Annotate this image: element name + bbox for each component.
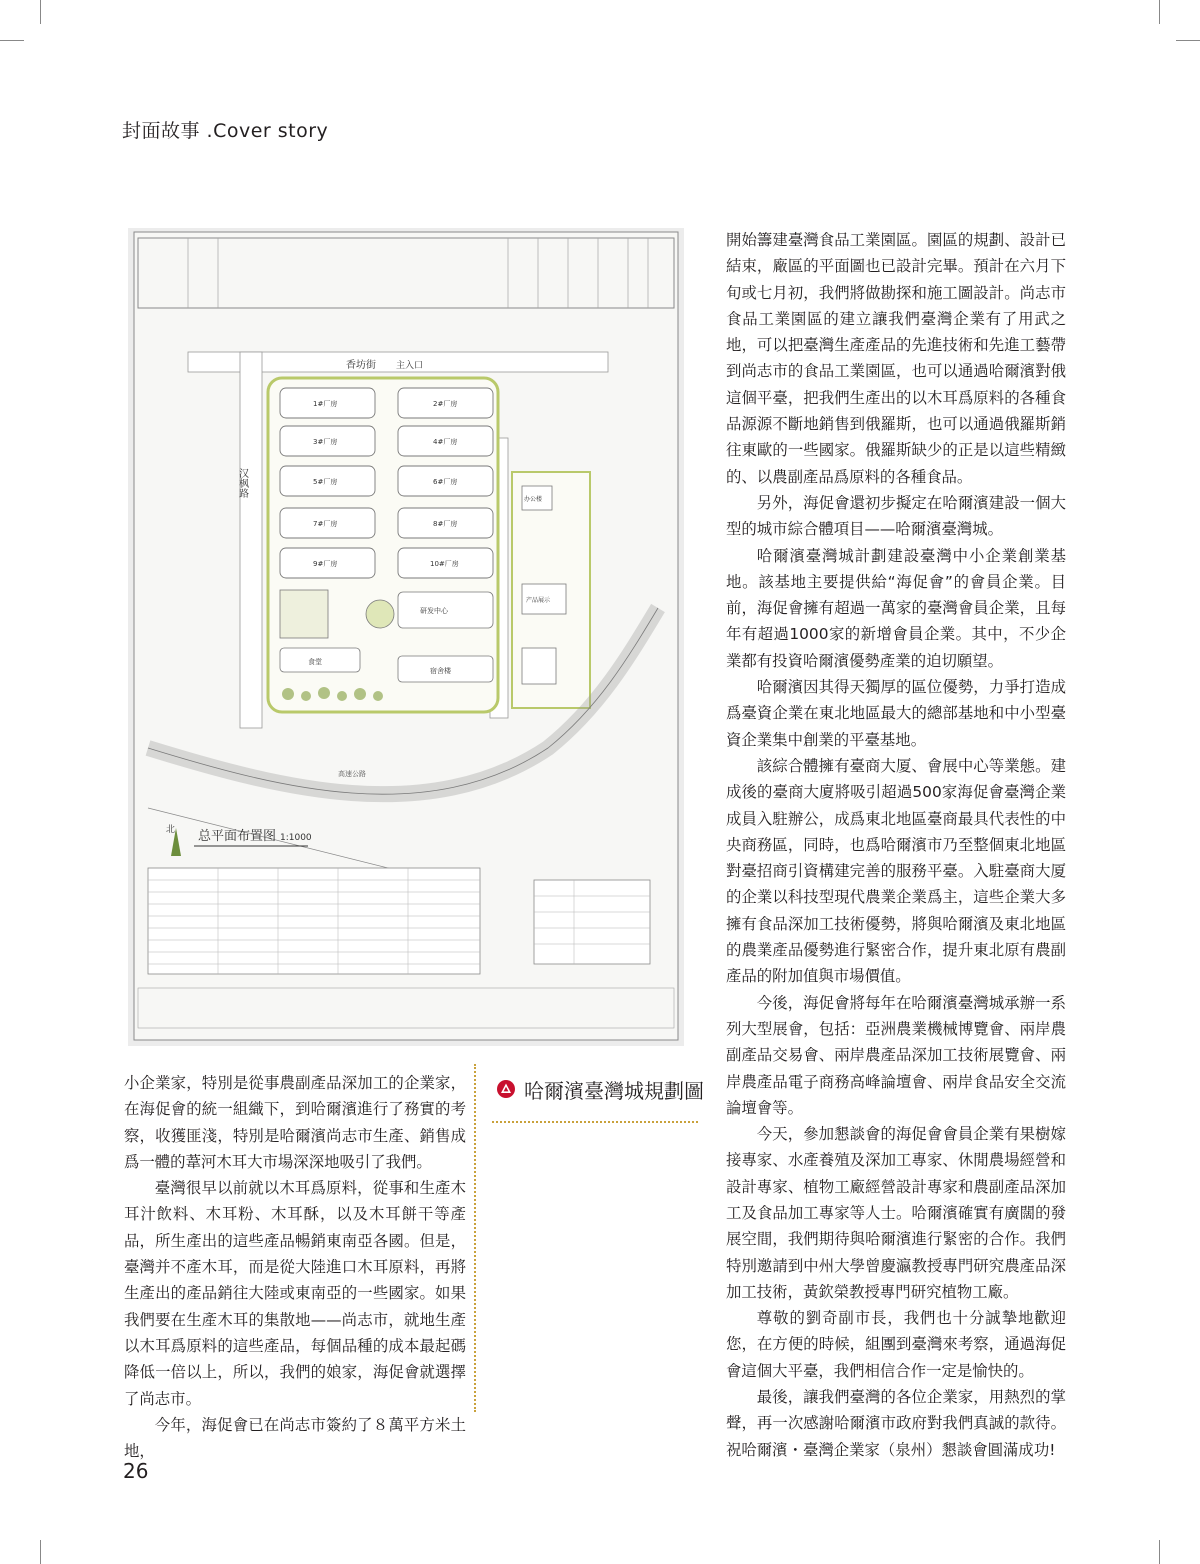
annex-building — [522, 648, 556, 684]
right-paragraph-1: 開始籌建臺灣食品工業園區。園區的規劃、設計已結束，廠區的平面圖也已設計完畢。預計在六月下旬或七月初，我們將做勘探和施工圖設計。尚志市食品工業園區的建立讓我們臺灣企業有了用武之地，可以把臺灣生產產品的先進技術和先進工藝帶到尚志市的食品工業園區，也可以通過哈爾濱對俄這個平臺，把我們生產出的以木耳爲原料的各種食品源源不斷地銷售到俄羅斯，也可以通過俄羅斯銷往東歐的一些國家。俄羅斯缺少的正是以這些精緻的、以農副產品爲原料的各種食品。 — [726, 231, 1066, 486]
left-paragraph-2: 臺灣很早以前就以木耳爲原料，從事和生產木耳汁飲料、木耳粉、木耳酥，以及木耳餅干等產品，所生產出的這些產品暢銷東南亞各國。但是，臺灣并不產木耳，而是從大陸進口木耳原料，再將生產出的產品銷往大陸或東南亞的一些國家。如果我們要在生產木耳的集散地——尚志市，就地生產以木耳爲原料的這些產品，每個品種的成本最起碼降低一倍以上，所以，我們的娘家，海促會就選擇了尚志市。 — [124, 1179, 466, 1408]
section-header: 封面故事 .Cover story — [122, 120, 329, 142]
caption-title: 哈爾濱臺灣城規劃圖 — [524, 1079, 704, 1103]
plant-8-label: 8#厂房 — [433, 520, 458, 528]
tree — [301, 691, 311, 701]
left-paragraph-1: 小企業家，特別是從事農副產品深加工的企業家，在海促會的統一組織下，到哈爾濱進行了務實的考察，收獲匪淺，特別是哈爾濱尚志市生產、銷售成爲一體的葦河木耳大市場深深地吸引了我們。 — [124, 1074, 466, 1171]
road-north-label: 香坊街 — [346, 360, 376, 371]
expressway-label: 高速公路 — [338, 770, 366, 778]
office-label: 办公楼 — [524, 496, 543, 503]
road-west-label: 汉枫路 — [236, 468, 248, 498]
left-paragraph-3: 今年，海促會已在尚志市簽約了８萬平方米土地， — [124, 1415, 466, 1461]
left-column — [124, 1070, 466, 1464]
plant-5-label: 5#厂房 — [313, 478, 338, 486]
crop-mark-bottom-right — [1159, 1540, 1160, 1564]
road-west — [240, 352, 262, 728]
plant-2-label: 2#厂房 — [433, 400, 458, 408]
cafeteria-label: 食堂 — [308, 658, 322, 666]
spec-table — [148, 868, 480, 974]
plant-7-label: 7#厂房 — [313, 520, 338, 528]
main-entrance-label: 主入口 — [396, 361, 424, 371]
showroom-label: 产品展示 — [526, 597, 551, 604]
crop-mark-bottom-left — [40, 1540, 41, 1564]
sports-court — [280, 590, 328, 638]
plan-scale: 1:1000 — [280, 833, 312, 843]
plant-3-label: 3#厂房 — [313, 438, 338, 446]
right-paragraph-3: 哈爾濱臺灣城計劃建設臺灣中小企業創業基地。該基地主要提供給“海促會”的會員企業。目前，海促會擁有超過一萬家的臺灣會員企業，且每年有超過1000家的新增會員企業。其中，不少企業都有投資哈爾濱優勢產業的迫切願望。 — [726, 546, 1066, 670]
caption-rule — [492, 1121, 698, 1123]
tree — [337, 691, 347, 701]
research-center-label: 研发中心 — [420, 607, 448, 615]
right-paragraph-9: 最後，讓我們臺灣的各位企業家，用熱烈的掌聲，再一次感謝哈爾濱市政府對我們真誠的款待。祝哈爾濱・臺灣企業家（泉州）懇談會圓滿成功! — [726, 1388, 1066, 1459]
tree — [282, 688, 294, 700]
dorm-label: 宿舍楼 — [430, 667, 451, 675]
right-paragraph-6: 今後，海促會將每年在哈爾濱臺灣城承辦一系列大型展會，包括：亞洲農業機械博覽會、兩岸農副產品交易會、兩岸農產品深加工技術展覽會、兩岸農產品電子商務高峰論壇會、兩岸食品安全交流論壇會等。 — [726, 993, 1066, 1117]
right-paragraph-5: 該綜合體擁有臺商大厦、會展中心等業態。建成後的臺商大廈將吸引超過500家海促會臺灣企業成員入駐辦公，成爲東北地區臺商最具代表性的中央商務區，同時，也爲哈爾濱市乃至整個東北地區對臺招商引資構建完善的服務平臺。入駐臺商大厦的企業以科技型現代農業企業爲主，這些企業大多擁有食品深加工技術優勢，將與哈爾濱及東北地區的農業產品優勢進行緊密合作，提升東北原有農副產品的附加值與市場價值。 — [726, 756, 1066, 986]
site-plan-figure — [128, 228, 684, 1046]
right-column — [726, 227, 1066, 1463]
plant-1-label: 1#厂房 — [313, 400, 338, 408]
central-garden — [366, 600, 394, 628]
crop-mark-left-top — [0, 40, 24, 41]
page-number: 26 — [123, 1459, 149, 1483]
legend-table — [534, 880, 650, 964]
triangle-circle-icon — [496, 1079, 516, 1099]
tree — [354, 688, 366, 700]
plant-9-label: 9#厂房 — [313, 560, 338, 568]
plant-6-label: 6#厂房 — [433, 478, 458, 486]
column-divider — [474, 1064, 476, 1412]
right-paragraph-4: 哈爾濱因其得天獨厚的區位優勢，力爭打造成爲臺資企業在東北地區最大的總部基地和中小型臺資企業集中創業的平臺基地。 — [726, 678, 1066, 749]
plan-title: 总平面布置图 — [198, 829, 277, 844]
tree — [373, 691, 383, 701]
tree — [318, 687, 330, 699]
crop-mark-right-top — [1176, 40, 1200, 41]
figure-caption — [492, 1073, 704, 1127]
plant-10-label: 10#厂房 — [430, 560, 459, 568]
crop-mark-top-left — [40, 0, 41, 24]
north-label: 北 — [166, 825, 176, 835]
crop-mark-top-right — [1159, 0, 1160, 24]
right-paragraph-2: 另外，海促會還初步擬定在哈爾濱建設一個大型的城市綜合體項目——哈爾濱臺灣城。 — [726, 493, 1066, 539]
plant-4-label: 4#厂房 — [433, 438, 458, 446]
right-paragraph-7: 今天，參加懇談會的海促會會員企業有果樹嫁接專家、水產養殖及深加工專家、休閒農場經營和設計專家、植物工廠經營設計專家和農副產品深加工及食品加工專家等人士。哈爾濱確實有廣闊的發展空間，我們期待與哈爾濱進行緊密的合作。我們特別邀請到中州大學曾慶瀛教授專門研究農產品深加工技術，黃欽榮教授專門研究植物工廠。 — [726, 1125, 1066, 1301]
right-paragraph-8: 尊敬的劉奇副市長，我們也十分誠摯地歡迎您，在方便的時候，組團到臺灣來考察，通過海促會這個大平臺，我們相信合作一定是愉快的。 — [726, 1309, 1066, 1380]
